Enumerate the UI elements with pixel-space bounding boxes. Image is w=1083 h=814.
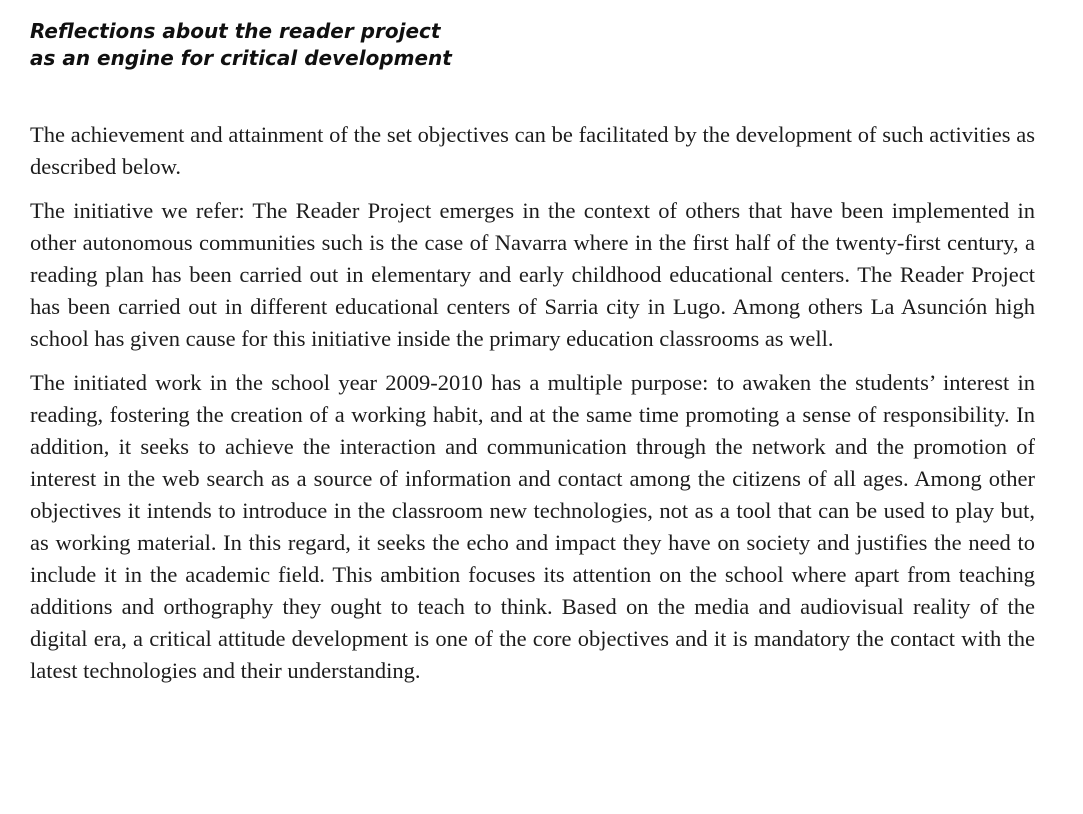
page-title: [30, 18, 1035, 72]
paragraph-objectives: The achievement and attainment of the set objectives can be facilitated by the development of such activities as described below.: [30, 122, 1035, 179]
paragraph-initiative: The initiative we refer: The Reader Project emerges in the context of others that have been implemented in other autonomous communities such is the case of Navarra where in the first half of the twenty-first century, a reading plan has been carried out in elementary and early childhood educational centers. The Reader Project has been carried out in different educational centers of Sarria city in Lugo. Among others La Asunción high school has given cause for this initiative inside the primary education classrooms as well.: [30, 198, 1035, 351]
paragraph-purpose: The initiated work in the school year 2009-2010 has a multiple purpose: to awaken the students’ interest in reading, fostering the creation of a working habit, and at the same time promoting a sense of responsibility. In addition, it seeks to achieve the interaction and communication through the network and the promotion of interest in the web search as a source of information and contact among the citizens of all ages. Among other objectives it intends to introduce in the classroom new technologies, not as a tool that can be used to play but, as working material. In this regard, it seeks the echo and impact they have on society and justifies the need to include it in the academic field. This ambition focuses its attention on the school where apart from teaching additions and orthography they ought to teach to think. Based on the media and audiovisual reality of the digital era, a critical attitude development is one of the core objectives and it is mandatory the contact with the latest technologies and their understanding.: [30, 370, 1035, 683]
page-title-line2: as an engine for critical development: [30, 46, 452, 70]
page-title-line1: Reflections about the reader project: [30, 19, 441, 43]
